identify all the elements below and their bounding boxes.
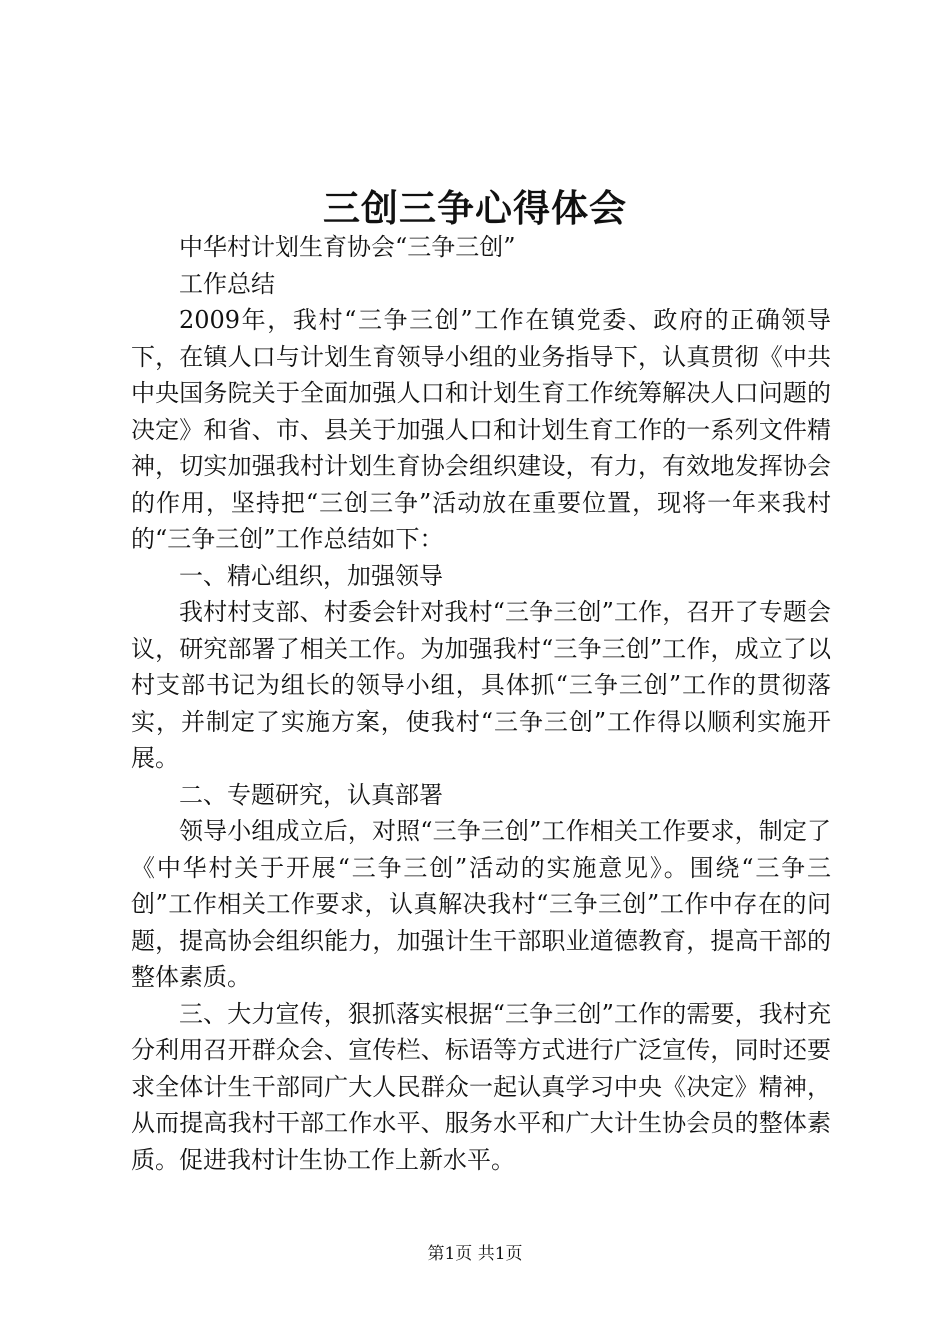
section-heading-1: 一、精心组织，加强领导 [179,561,443,590]
document-title: 三创三争心得体会 [323,186,627,230]
section-paragraph-3: 三、大力宣传，狠抓落实根据“三争三创”工作的需要，我村充分利用召开群众会、宣传栏、标语等方式进行广泛宣传，同时还要求全体计生干部同广大人民群众一起认真学习中央《决定》精神，从而提高我村干部工作水平、服务水平和广大计生协会员的整体素质。促进我村计生协工作上新水平。 [131,999,831,1174]
section-heading-2: 二、专题研究，认真部署 [179,780,443,809]
report-heading: 工作总结 [179,269,275,298]
org-heading: 中华村计划生育协会“三争三创” [179,233,516,261]
document-body [131,229,831,1178]
page-number-footer: 第1页 共1页 [427,1244,523,1264]
intro-paragraph: 2009年，我村“三争三创”工作在镇党委、政府的正确领导下，在镇人口与计划生育领导小组的业务指导下，认真贯彻《中共中央国务院关于全面加强人口和计划生育工作统筹解决人口问题的决定》和省、市、县关于加强人口和计划生育工作的一系列文件精神，切实加强我村计划生育协会组织建设，有力，有效地发挥协会的作用，坚持把“三创三争”活动放在重要位置，现将一年来我村的“三争三创”工作总结如下： [131,306,831,553]
section-paragraph-2: 领导小组成立后，对照“三争三创”工作相关工作要求，制定了《中华村关于开展“三争三创”活动的实施意见》。围绕“三争三创”工作相关工作要求，认真解决我村“三争三创”工作中存在的问题，提高协会组织能力，加强计生干部职业道德教育，提高干部的整体素质。 [131,817,831,991]
section-paragraph-1: 我村村支部、村委会针对我村“三争三创”工作，召开了专题会议，研究部署了相关工作。为加强我村“三争三创”工作，成立了以村支部书记为组长的领导小组，具体抓“三争三创”工作的贯彻落实，并制定了实施方案，使我村“三争三创”工作得以顺利实施开展。 [131,598,831,772]
